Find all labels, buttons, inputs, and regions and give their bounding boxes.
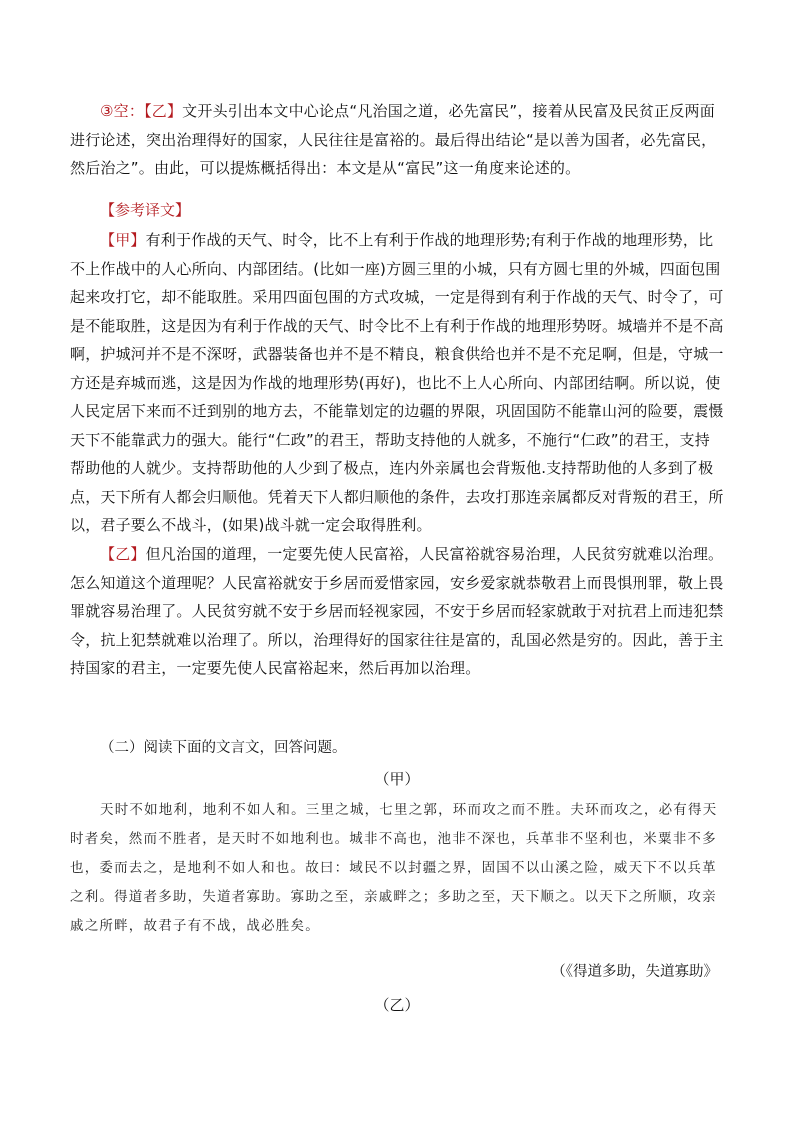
passage-jia-text: 天时不如地利，地利不如人和。三里之城，七里之郭，环而攻之而不胜。夫环而攻之，必有得天时者矣，然而不胜者，是天时不如地利也。城非不高也，池非不深也，兵革非不坚利也，米粟非不多也，委而去之，是地利不如人和也。故曰：域民不以封疆之界，固国不以山溪之险，威天下不以兵革之利。得道者多助，失道者寡助。寡助之至，亲戚畔之；多助之至，天下顺之。以天下之所顺，攻亲戚之所畔，故君子有不战，战必胜矣。 — [70, 802, 718, 934]
reference-translation-heading: 【参考译文】 — [100, 201, 191, 219]
translation-jia-paragraph — [70, 226, 724, 540]
translation-yi-paragraph — [70, 540, 724, 683]
passage-jia-title: （甲） — [374, 770, 420, 788]
section-tag-jia: 【甲】 — [100, 231, 146, 249]
answer-marker: ③空： — [100, 102, 145, 120]
explanation-text: 文开头引出本文中心论点“凡治国之道，必先富民”，接着从民富及民贫正反两面进行论述，突出治理得好的国家，人民往往是富裕的。最后得出结论“是以善为国者，必先富民，然后治之”。由此，可以提炼概括得出：本文是从“富民”这一角度来论述的。 — [70, 102, 717, 177]
translation-yi-text: 但凡治国的道理，一定要先使人民富裕，人民富裕就容易治理，人民贫穷就难以治理。怎么知道这个道理呢？人民富裕就安于乡居而爱惜家园，安乡爱家就恭敬君上而畏惧刑罪，敬上畏罪就容易治理了。人民贫穷就不安于乡居而轻视家园，不安于乡居而轻家就敢于对抗君上而违犯禁令，抗上犯禁就难以治理了。所以，治理得好的国家往往是富的，乱国必然是穷的。因此，善于主持国家的君主，一定要先使人民富裕起来，然后再加以治理。 — [70, 545, 724, 677]
explanation-paragraph — [70, 97, 724, 183]
section-tag-yi: 【乙】 — [144, 102, 183, 120]
section-two-heading: （二）阅读下面的文言文，回答问题。 — [100, 740, 347, 756]
passage-jia-source: （《得道多助，失道寡助》 — [551, 964, 718, 980]
translation-jia-text: 有利于作战的天气、时令，比不上有利于作战的地理形势;有利于作战的地理形势，比不上作战中的人心所向、内部团结。(比如一座)方圆三里的小城，只有方圆七里的外城，四面包围起来攻打它，却不能取胜。采用四面包围的方式攻城，一定是得到有利于作战的天气、时令了，可是不能取胜，这是因为有利于作战的天气、时令比不上有利于作战的地理形势呀。城墙并不是不高啊，护城河并不是不深呀，武器装备也并不是不精良，粮食供给也并不是不充足啊，但是，守城一方还是弃城而逃，这是因为作战的地理形势(再好)，也比不上人心所向、内部团结啊。所以说，使人民定居下来而不迁到别的地方去，不能靠划定的边疆的界限，巩固国防不能靠山河的险要，震慑天下不能靠武力的强大。能行“仁政”的君王，帮助支持他的人就多，不施行“仁政”的君王，支持帮助他的人就少。支持帮助他的人少到了极点，连内外亲属也会背叛他.支持帮助他的人多到了极点，天下所有人都会归顺他。凭着天下人都归顺他的条件，去攻打那连亲属都反对背叛的君王，所以，君子要么不战斗，(如果)战斗就一定会取得胜利。 — [70, 231, 724, 534]
section-tag-yi-translation: 【乙】 — [100, 545, 146, 563]
passage-yi-title: （乙） — [374, 996, 420, 1014]
